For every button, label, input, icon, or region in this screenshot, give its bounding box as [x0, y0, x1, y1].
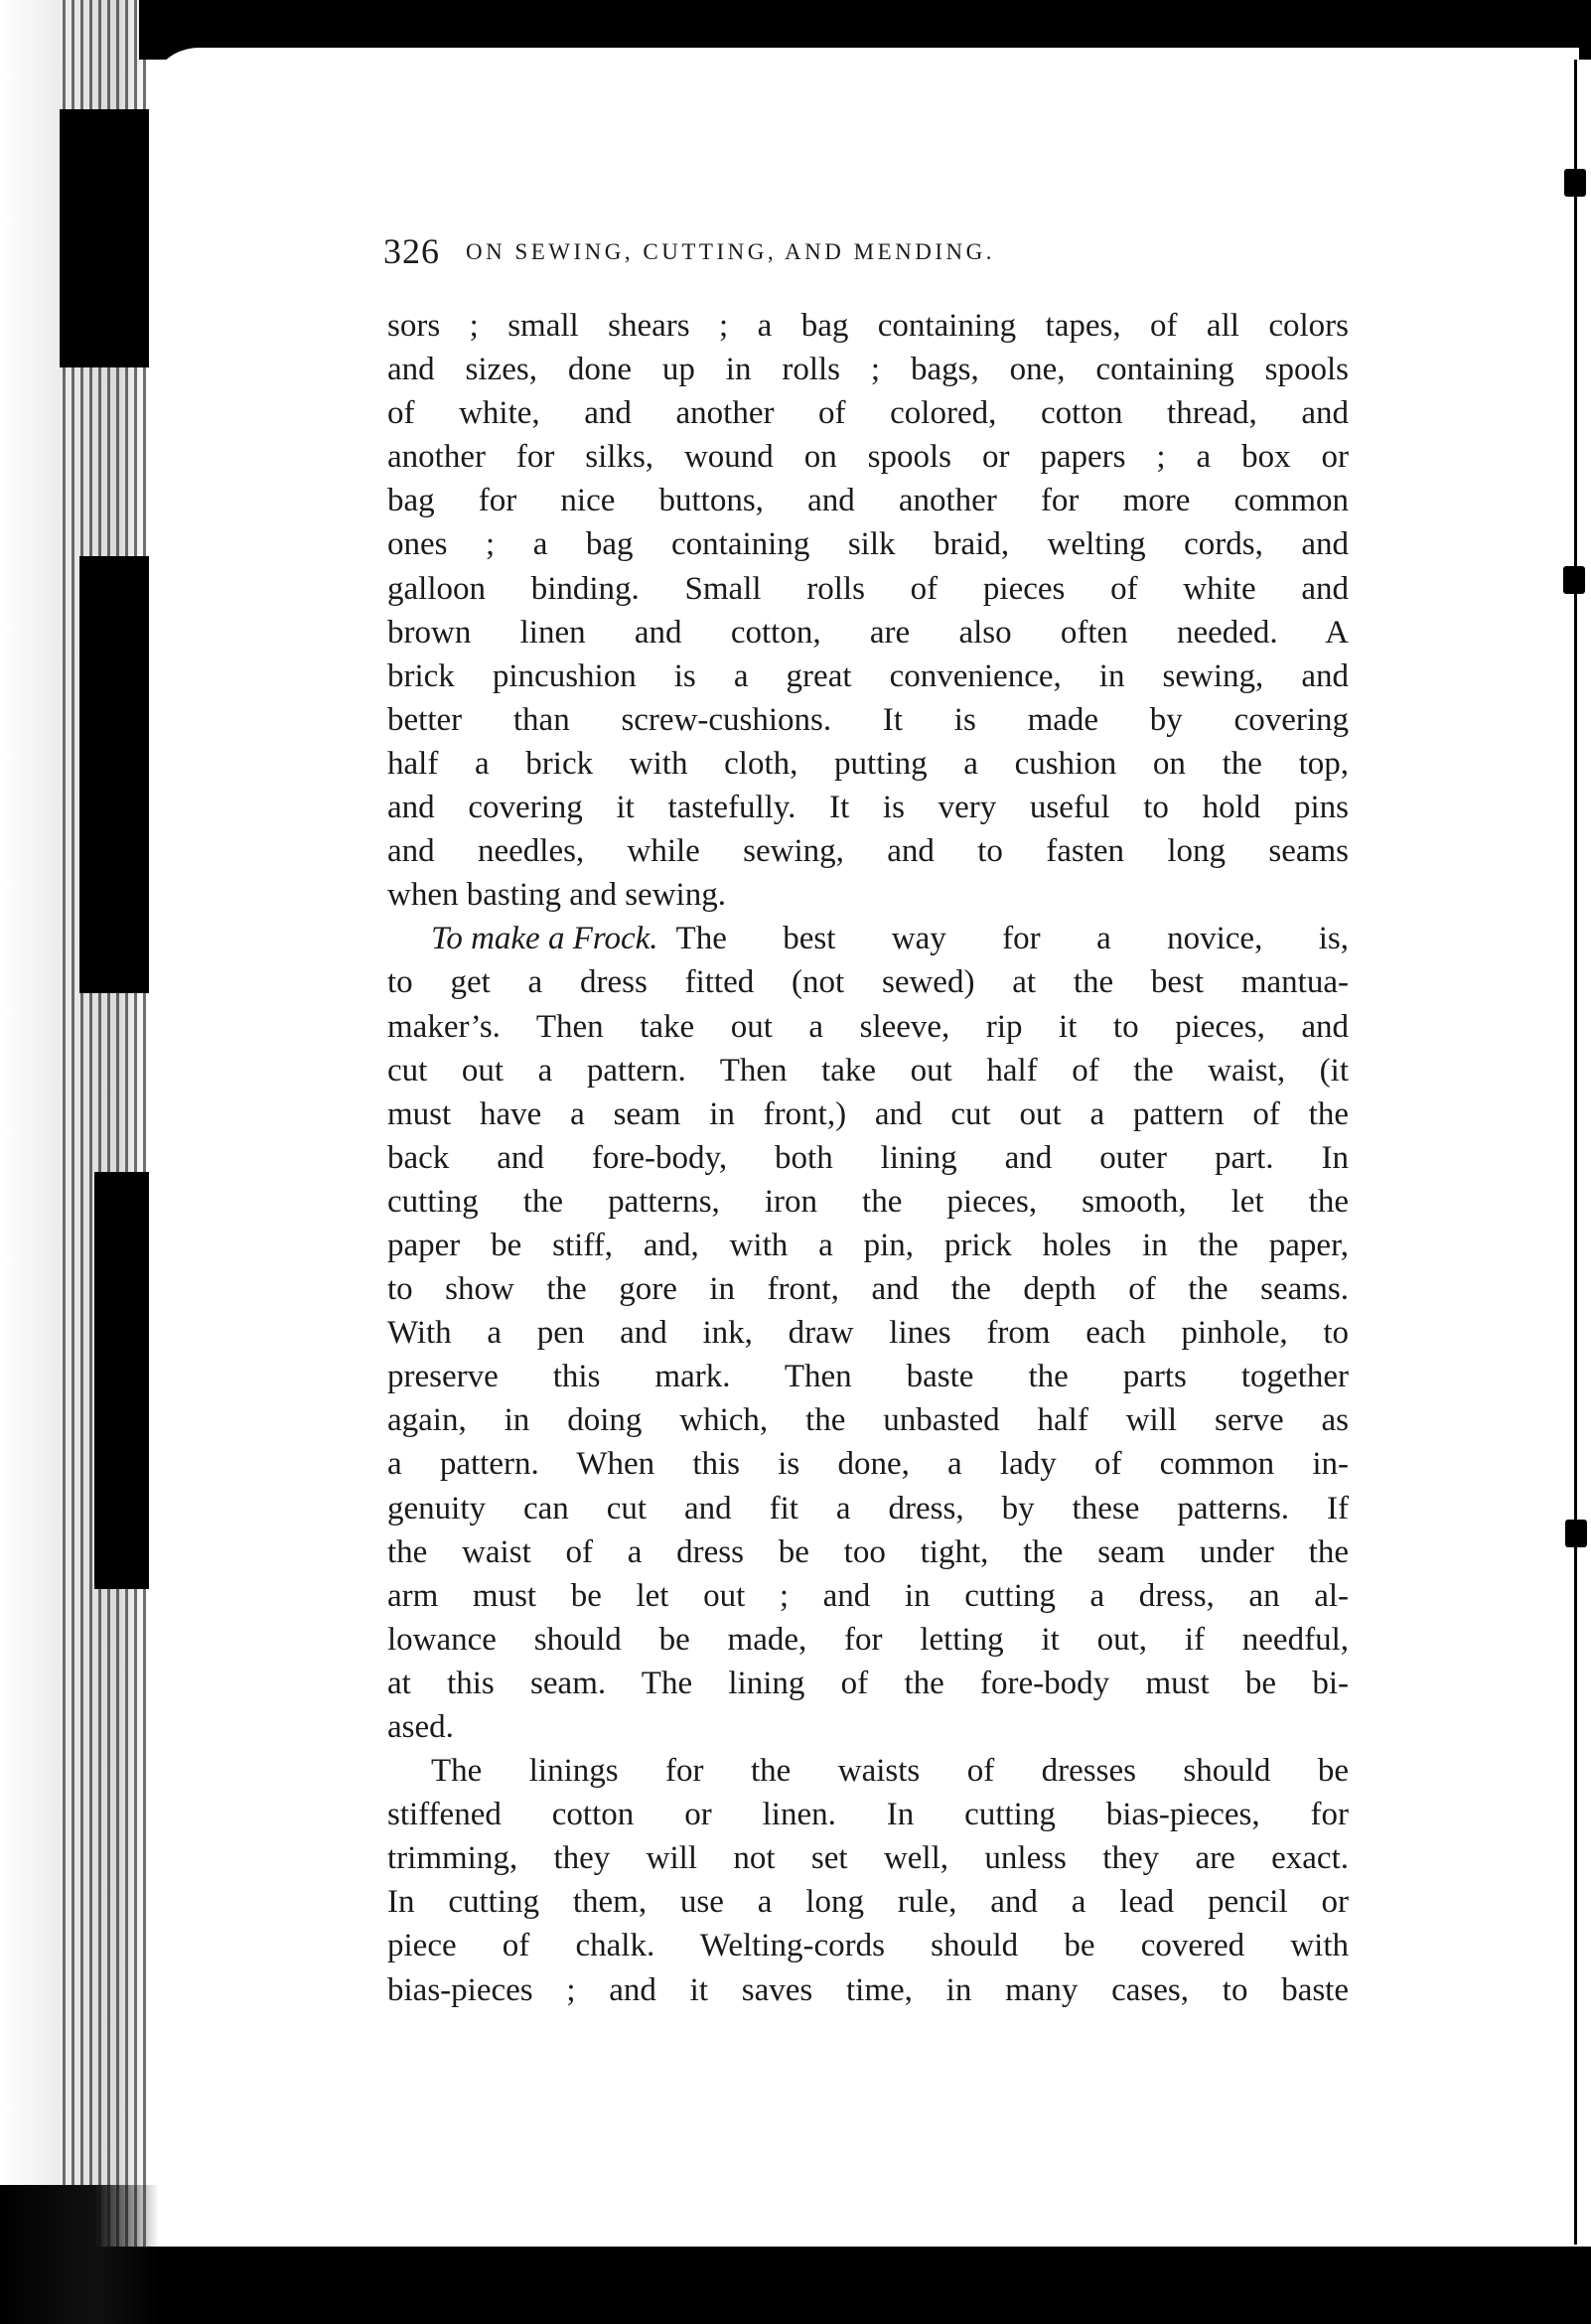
text-line-frock [387, 917, 1349, 960]
text-line: ased. [387, 1709, 454, 1745]
text-line: With a pen and ink, draw lines from each pinhole, to [387, 1315, 1349, 1352]
text-line: to show the gore in front, and the depth of the seams. [387, 1271, 1349, 1308]
text-line: galloon binding. Small rolls of pieces of white and [387, 570, 1349, 607]
text-line: and sizes, done up in rolls ; bags, one, containing spools [387, 352, 1349, 388]
page-edge-rule [1574, 60, 1577, 2245]
text-line: paper be stiff, and, with a pin, prick holes in the paper, [387, 1227, 1349, 1263]
text-line: arm must be let out ; and in cutting a dress, an al- [387, 1577, 1349, 1614]
text-line: a pattern. When this is done, a lady of common in- [387, 1446, 1349, 1483]
text-line: trimming, they will not set well, unless they are exact. [387, 1840, 1349, 1877]
body-text [387, 304, 1349, 2012]
text-line: must have a seam in front,) and cut out a pattern of the [387, 1095, 1349, 1132]
text-line: In cutting them, use a long rule, and a lead pencil or [387, 1884, 1349, 1921]
text-line: better than screw-cushions. It is made by covering [387, 701, 1349, 738]
running-head [383, 230, 1376, 276]
page-number: 326 [383, 231, 440, 271]
binding-mark [1563, 566, 1585, 594]
text-line: preserve this mark. Then baste the parts together [387, 1359, 1349, 1395]
text-line: again, in doing which, the unbasted half will serve as [387, 1402, 1349, 1439]
text-line: back and fore-body, both lining and outer part. In [387, 1139, 1349, 1176]
text-line: bias-pieces ; and it saves time, in many cases, to baste [387, 1971, 1349, 2008]
scan-left-margin [0, 0, 60, 2324]
text-line: brown linen and cotton, are also often needed. A [387, 614, 1349, 651]
scan-frame-bottom [70, 2247, 1591, 2324]
text-line: at this seam. The lining of the fore-body must be bi- [387, 1665, 1349, 1701]
scan-frame-corner [0, 2185, 159, 2324]
text-line: when basting and sewing. [387, 877, 726, 914]
binding-mark [1565, 1520, 1587, 1547]
text-line: The linings for the waists of dresses should be [431, 1753, 1349, 1790]
text-line: sors ; small shears ; a bag containing tapes, of all colors [387, 308, 1349, 344]
text-line: to get a dress fitted (not sewed) at the best mantua- [387, 964, 1349, 1001]
text-line: ones ; a bag containing silk braid, welting cords, and [387, 526, 1349, 563]
text-line: cut out a pattern. Then take out half of the waist, (it [387, 1052, 1349, 1089]
text-line: lowance should be made, for letting it out, if needful, [387, 1621, 1349, 1658]
text-line: brick pincushion is a great convenience, in sewing, and [387, 657, 1349, 694]
text-line: bag for nice buttons, and another for more common [387, 483, 1349, 519]
text-line: half a brick with cloth, putting a cushion on the top, [387, 745, 1349, 782]
text-line: of white, and another of colored, cotton thread, and [387, 395, 1349, 432]
frock-heading: To make a Frock. [431, 921, 658, 957]
text-line: stiffened cotton or linen. In cutting bias-pieces, for [387, 1797, 1349, 1833]
text-line: cutting the patterns, iron the pieces, smooth, let the [387, 1183, 1349, 1220]
text-line: another for silks, wound on spools or papers ; a box or [387, 439, 1349, 476]
binding-mark [1564, 169, 1586, 197]
frock-heading-continuation: The best way for a novice, is, [675, 921, 1349, 957]
text-line: genuity can cut and fit a dress, by these patterns. If [387, 1490, 1349, 1526]
text-line: maker’s. Then take out a sleeve, rip it to pieces, and [387, 1008, 1349, 1045]
text-line: and covering it tastefully. It is very useful to hold pins [387, 790, 1349, 826]
text-line: piece of chalk. Welting-cords should be covered with [387, 1928, 1349, 1964]
text-line: the waist of a dress be too tight, the seam under the [387, 1533, 1349, 1570]
running-title: ON SEWING, CUTTING, AND MENDING. [466, 239, 995, 264]
text-line: and needles, while sewing, and to fasten long seams [387, 833, 1349, 870]
